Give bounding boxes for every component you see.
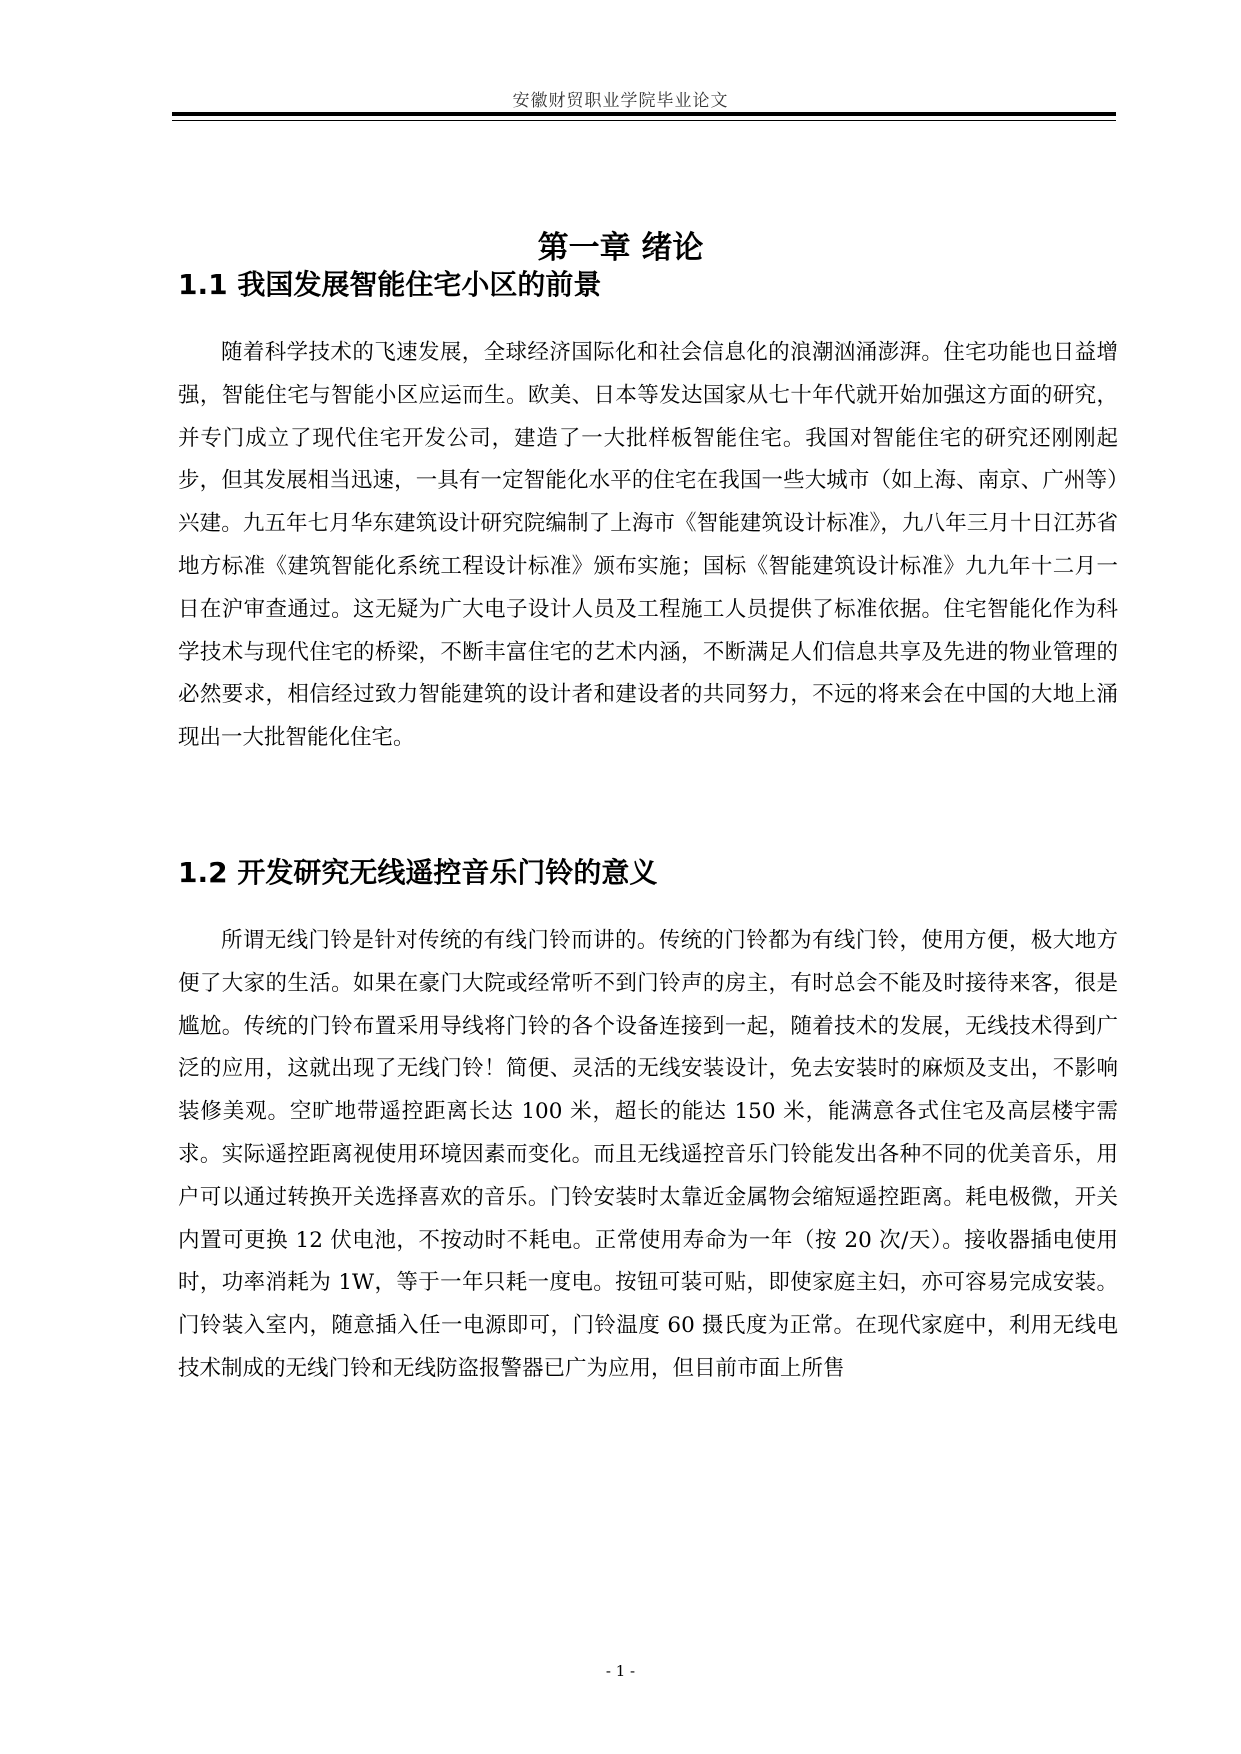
section-heading-1-2: 1.2 开发研究无线遥控音乐门铃的意义 bbox=[178, 856, 658, 889]
section-paragraph-1-1: 随着科学技术的飞速发展，全球经济国际化和社会信息化的浪潮汹涌澎湃。住宅功能也日益增强，智能住宅与智能小区应运而生。欧美、日本等发达国家从七十年代就开始加强这方面的研究，并专门成立了现代住宅开发公司，建造了一大批样板智能住宅。我国对智能住宅的研究还刚刚起步，但其发展相当迅速，一具有一定智能化水平的住宅在我国一些大城市（如上海、南京、广州等）兴建。九五年七月华东建筑设计研究院编制了上海市《智能建筑设计标准》，九八年三月十日江苏省地方标准《建筑智能化系统工程设计标准》颁布实施；国标《智能建筑设计标准》九九年十二月一日在沪审查通过。这无疑为广大电子设计人员及工程施工人员提供了标准依据。住宅智能化作为科学技术与现代住宅的桥梁，不断丰富住宅的艺术内涵，不断满足人们信息共享及先进的物业管理的必然要求，相信经过致力智能建筑的设计者和建设者的共同努力，不远的将来会在中国的大地上涌现出一大批智能化住宅。 bbox=[178, 340, 1118, 751]
header-rule-thin bbox=[172, 120, 1116, 121]
header-rule-thick bbox=[172, 112, 1116, 116]
page-number: - 1 - bbox=[605, 1662, 636, 1680]
section-heading-1-1: 1.1 我国发展智能住宅小区的前景 bbox=[178, 268, 602, 301]
section-paragraph-1-2: 所谓无线门铃是针对传统的有线门铃而讲的。传统的门铃都为有线门铃，使用方便，极大地方便了大家的生活。如果在豪门大院或经常听不到门铃声的房主，有时总会不能及时接待来客，很是尴尬。传统的门铃布置采用导线将门铃的各个设备连接到一起，随着技术的发展，无线技术得到广泛的应用，这就出现了无线门铃！简便、灵活的无线安装设计，免去安装时的麻烦及支出，不影响装修美观。空旷地带遥控距离长达 100 米，超长的能达 150 米，能满意各式住宅及高层楼宇需求。实际遥控距离视使用环境因素而变化。而且无线遥控音乐门铃能发出各种不同的优美音乐，用户可以通过转换开关选择喜欢的音乐。门铃安装时太靠近金属物会缩短遥控距离。耗电极微，开关内置可更换 12 伏电池，不按动时不耗电。正常使用寿命为一年（按 20 次/天）。接收器插电使用时，功率消耗为 1W，等于一年只耗一度电。按钮可装可贴，即使家庭主妇，亦可容易完成安装。门铃装入室内，随意插入任一电源即可，门铃温度 60 摄氏度为正常。在现代家庭中，利用无线电技术制成的无线门铃和无线防盗报警器已广为应用，但目前市面上所售 bbox=[178, 928, 1118, 1381]
chapter-title: 第一章 绪论 bbox=[537, 230, 704, 266]
header-text: 安徽财贸职业学院毕业论文 bbox=[512, 91, 729, 111]
